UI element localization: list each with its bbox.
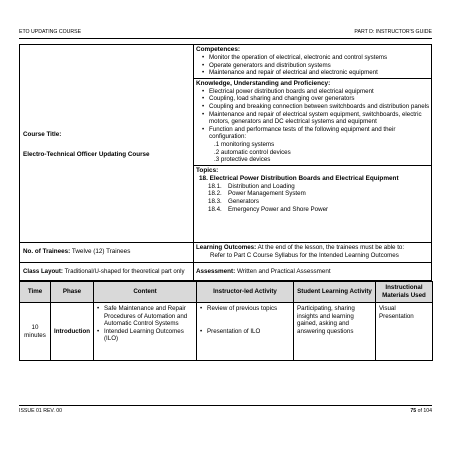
knowledge-item: • Coupling, load sharing and changing over generators <box>202 95 431 103</box>
trainees-value: Twelve (12) Trainees <box>71 248 131 255</box>
knowledge-heading: Knowledge, Understanding and Proficiency: <box>196 79 331 87</box>
content-cell <box>94 303 197 361</box>
course-title-label: Course Title: <box>23 131 62 138</box>
course-details-cell <box>193 44 432 243</box>
column-header: Time <box>20 282 51 303</box>
topic-sub: 18.1. Distribution and Loading <box>208 182 295 190</box>
outcomes-reference: Refer to Part C Course Syllabus for the Intended Learning Outcomes <box>210 251 399 259</box>
topics-section <box>194 166 431 213</box>
page-header <box>19 29 432 39</box>
topic-sub: 18.3. Generators <box>208 197 259 205</box>
assessment-cell <box>193 262 432 281</box>
outcomes-cell <box>193 242 432 263</box>
header-course: ETO UPDATING COURSE <box>19 29 82 35</box>
competences-section <box>194 45 431 79</box>
competence-item: • Monitor the operation of electrical, electronic and control systems <box>202 54 431 62</box>
class-layout-value: Traditional/U-shaped for theoretical part only <box>64 268 185 275</box>
competence-item: • Operate generators and distribution systems <box>202 62 431 70</box>
knowledge-item: • Coupling and breaking connection between switchboards and distribution panels <box>202 103 431 111</box>
footer-page-number: 75 of 104 <box>410 408 432 414</box>
materials-cell: Visual Presentation <box>376 303 433 361</box>
assessment-label: Assessment: <box>196 268 236 275</box>
class-layout-label: Class Layout: <box>23 268 63 275</box>
knowledge-section <box>194 79 431 166</box>
assessment-value: Written and Practical Assessment <box>236 268 331 275</box>
knowledge-item: • Maintenance and repair of electrical system equipment, switchboards, electric motors, generators and DC electrical systems and equipment <box>202 111 431 126</box>
content-item: • Intended Learning Outcomes (ILO) <box>97 328 193 343</box>
knowledge-item: • Function and performance tests of the following equipment and their configuration: <box>202 126 431 141</box>
topics-heading: Topics: <box>196 166 219 174</box>
page-footer <box>19 405 432 415</box>
time-cell: 10 minutes <box>20 303 51 361</box>
knowledge-item: • Electrical power distribution boards and electrical equipment <box>202 88 431 96</box>
course-title-cell <box>19 44 194 243</box>
knowledge-subitem: .2 automatic control devices <box>214 148 291 156</box>
header-part: PART D: INSTRUCTOR'S GUIDE <box>354 29 432 35</box>
instructor-item: • Presentation of ILO <box>200 328 290 336</box>
table-row <box>20 303 433 361</box>
column-header: Phase <box>51 282 94 303</box>
competences-heading: Competences: <box>196 46 241 53</box>
outcomes-label: Learning Outcomes: <box>196 244 257 251</box>
column-header: Content <box>94 282 197 303</box>
class-layout-cell <box>19 262 194 281</box>
student-cell: Participating, sharing insights and learning gained, asking and answering questions <box>294 303 376 361</box>
column-header: Instructional Materials Used <box>376 282 433 303</box>
trainees-label: No. of Trainees: <box>23 248 71 255</box>
course-title-value: Electro-Technical Officer Updating Course <box>23 151 150 158</box>
instructor-item: • Review of previous topics <box>200 305 290 313</box>
knowledge-subitem: .3 protective devices <box>214 156 271 164</box>
column-header: Instructor-led Activity <box>197 282 294 303</box>
table-header-row <box>20 282 433 303</box>
knowledge-subitem: .1 monitoring systems <box>214 140 275 148</box>
content-item: • Safe Maintenance and Repair Procedures of Automation and Automatic Control Systems <box>97 305 193 328</box>
phase-cell: Introduction <box>51 303 94 361</box>
instructor-cell <box>197 303 294 361</box>
topic-sub: 18.2. Power Management System <box>208 190 306 198</box>
footer-issue: ISSUE 01 REV. 00 <box>19 408 63 414</box>
trainees-cell <box>19 242 194 263</box>
column-header: Student Learning Activity <box>294 282 376 303</box>
competence-item: • Maintenance and repair of electrical and electronic equipment <box>202 69 431 77</box>
topic-main: 18. Electrical Power Distribution Boards and Electrical Equipment <box>199 174 399 182</box>
lesson-activity-table <box>19 281 433 361</box>
topic-sub: 18.4. Emergency Power and Shore Power <box>208 205 329 213</box>
outcomes-text: At the end of the lesson, the trainees must be able to: <box>257 244 405 251</box>
